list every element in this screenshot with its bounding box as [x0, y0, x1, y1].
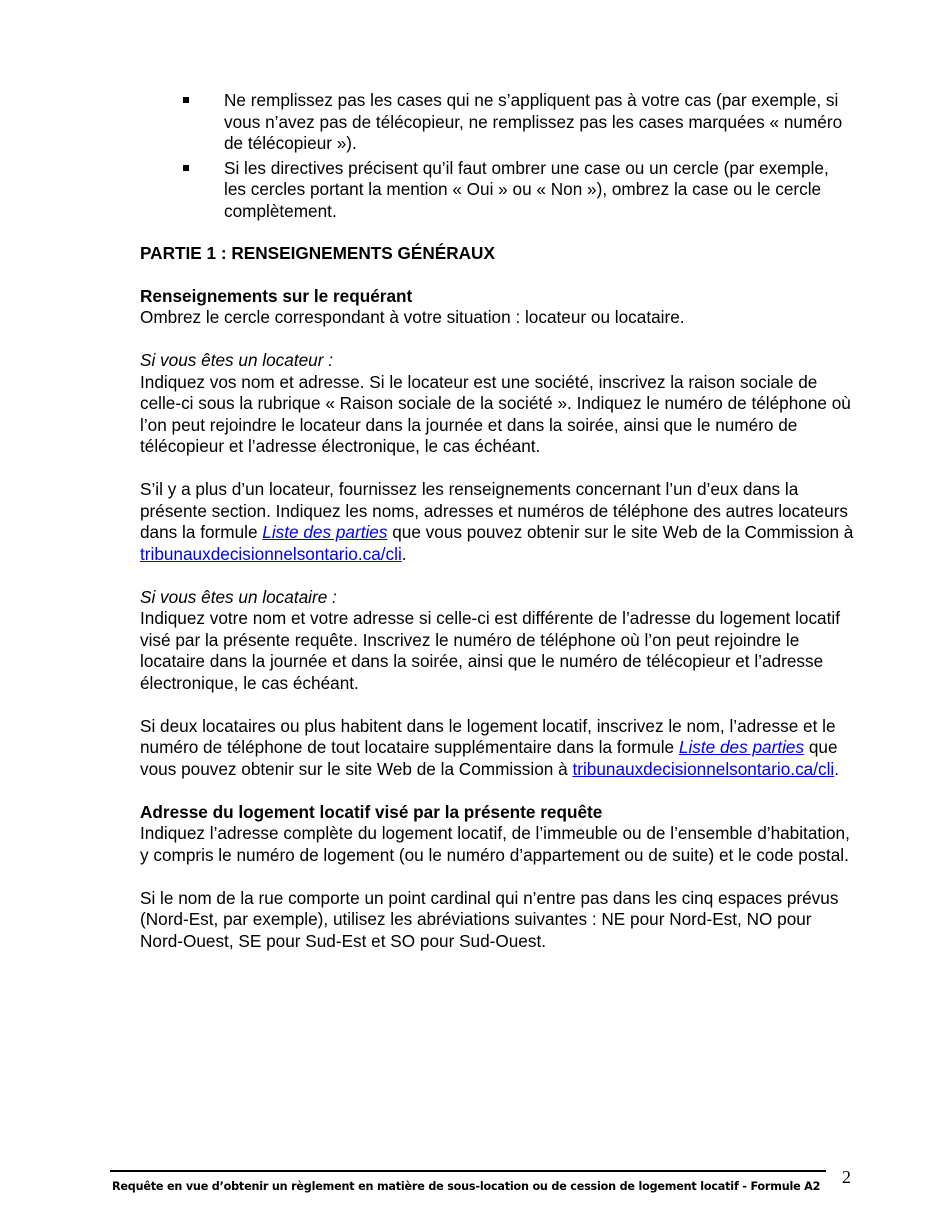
footer-divider	[110, 1170, 826, 1172]
locataire-paragraph-2	[140, 716, 855, 781]
part-1-title: PARTIE 1 : RENSEIGNEMENTS GÉNÉRAUX	[140, 243, 495, 263]
list-item	[140, 90, 855, 155]
liste-des-parties-link[interactable]: Liste des parties	[262, 522, 388, 542]
locateur-paragraph-1: Indiquez vos nom et adresse. Si le locateur est une société, inscrivez la raison sociale de celle-ci sous la rubrique « Raison sociale de la société ». Indiquez le numéro de téléphone où l’on peut rejoindre le locateur dans la journée et dans la soirée, ainsi que le numéro de télécopieur et l’adresse électronique, le cas échéant.	[140, 371, 851, 456]
locateur-p2-text-b: que vous pouvez obtenir sur le site Web de la Commission à	[387, 522, 854, 542]
locataire-paragraph-1: Indiquez votre nom et votre adresse si celle-ci est différente de l’adresse du logement locatif visé par la présente requête. Inscrivez le numéro de téléphone où l’on peut rejoindre le locataire dans la journée et dans la soirée, ainsi que le numéro de télécopieur et l’adresse électronique, le cas échéant.	[140, 608, 840, 693]
list-item	[140, 158, 855, 223]
locataire-p2-text-b: que vous pouvez obtenir sur le site Web de la Commission à	[140, 737, 838, 779]
tribunal-website-link[interactable]: tribunauxdecisionnelsontario.ca/cli	[140, 543, 402, 564]
locataire-p2-end: .	[834, 758, 840, 779]
requerant-heading: Renseignements sur le requérant	[140, 285, 413, 306]
liste-des-parties-link[interactable]: Liste des parties	[678, 737, 805, 757]
footer-form-title: Requête en vue d’obtenir un règlement en matière de sous-location ou de cession de logement locatif - Formule A2	[112, 1180, 821, 1193]
locateur-paragraph-2	[140, 479, 855, 565]
locataire-subheading: Si vous êtes un locataire :	[140, 586, 337, 607]
list-item-text: Ne remplissez pas les cases qui ne s’appliquent pas à votre cas (par exemple, si vous n’avez pas de télécopieur, ne remplissez pas les cases marquées « numéro de télécopieur »).	[224, 90, 843, 153]
document-body	[140, 90, 855, 952]
page-number: 2	[842, 1167, 851, 1187]
list-item-text: Si les directives précisent qu’il faut ombrer une case ou un cercle (par exemple, les cercles portant la mention « Oui » ou « Non »), ombrez la case ou le cercle complètement.	[224, 157, 829, 221]
locateur-p2-text-a: S’il y a plus d’un locateur, fournissez les renseignements concernant l’un d’eux dans la présente section. Indiquez les noms, adresses et numéros de téléphone des autres locateurs dans la formule	[140, 479, 848, 542]
locateur-subheading: Si vous êtes un locateur :	[140, 350, 333, 370]
instruction-list	[140, 90, 855, 222]
locateur-p2-end: .	[401, 543, 407, 564]
square-bullet-icon	[183, 165, 189, 171]
requerant-text: Ombrez le cercle correspondant à votre situation : locateur ou locataire.	[140, 307, 685, 327]
adresse-paragraph-2: Si le nom de la rue comporte un point cardinal qui n’entre pas dans les cinq espaces prévus (Nord-Est, par exemple), utilisez les abréviations suivantes : NE pour Nord-Est, NO pour Nord-Ouest, SE pour Sud-Est et SO pour Sud-Ouest.	[140, 887, 839, 951]
tribunal-website-link[interactable]: tribunauxdecisionnelsontario.ca/cli	[572, 758, 835, 779]
adresse-paragraph-1: Indiquez l’adresse complète du logement locatif, de l’immeuble ou de l’ensemble d’habitation, y compris le numéro de logement (ou le numéro d’appartement ou de suite) et le code postal.	[140, 823, 850, 865]
square-bullet-icon	[183, 97, 189, 103]
locataire-p2-text-a: Si deux locataires ou plus habitent dans le logement locatif, inscrivez le nom, l’adresse et le numéro de téléphone de tout locataire supplémentaire dans la formule	[140, 715, 836, 757]
adresse-heading: Adresse du logement locatif visé par la présente requête	[140, 801, 603, 822]
